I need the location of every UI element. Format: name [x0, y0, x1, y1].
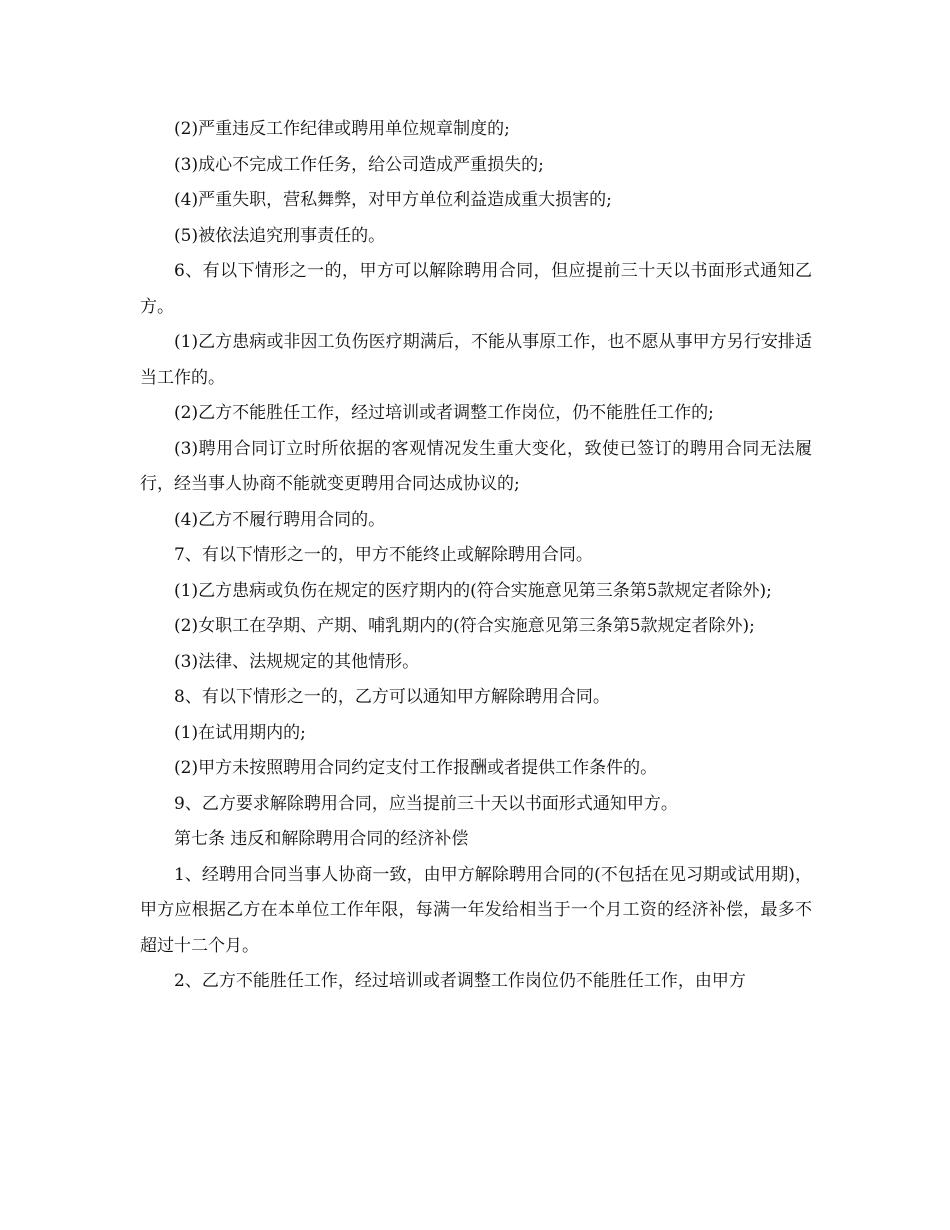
clause-paragraph: 8、有以下情形之一的，乙方可以通知甲方解除聘用合同。 [174, 687, 610, 707]
clause-paragraph: (1)在试用期内的; [174, 722, 306, 743]
clause-paragraph: (2)甲方未按照聘用合同约定支付工作报酬或者提供工作条件的。 [174, 758, 658, 778]
clause-paragraph: (3)法律、法规规定的其他情形。 [174, 651, 420, 672]
clause-paragraph: (2)严重违反工作纪律或聘用单位规章制度的; [174, 119, 510, 139]
clause-paragraph: (2)乙方不能胜任工作，经过培训或者调整工作岗位，仍不能胜任工作的; [174, 403, 714, 423]
clause-paragraph: (3)成心不完成工作任务，给公司造成严重损失的; [174, 154, 544, 175]
clause-paragraph: (4)乙方不履行聘用合同的。 [174, 509, 386, 530]
section-heading: 第七条 违反和解除聘用合同的经济补偿 [174, 829, 469, 849]
clause-paragraph: (1)乙方患病或非因工负伤医疗期满后，不能从事原工作，也不愿从事甲方另行安排适当工作的。 [140, 332, 812, 388]
clause-paragraph: (4)严重失职，营私舞弊，对甲方单位利益造成重大损害的; [174, 190, 612, 210]
clause-paragraph: 6、有以下情形之一的，甲方可以解除聘用合同，但应提前三十天以书面形式通知乙方。 [140, 261, 812, 317]
document-body [140, 112, 812, 1000]
clause-paragraph: (3)聘用合同订立时所依据的客观情况发生重大变化，致使已签订的聘用合同无法履行，经当事人协商不能就变更聘用合同达成协议的; [140, 438, 812, 494]
clause-paragraph: 9、乙方要求解除聘用合同，应当提前三十天以书面形式通知甲方。 [174, 793, 678, 814]
clause-paragraph: (2)女职工在孕期、产期、哺乳期内的(符合实施意见第三条第5款规定者除外); [174, 616, 755, 636]
clause-paragraph: (1)乙方患病或负伤在规定的医疗期内的(符合实施意见第三条第5款规定者除外); [174, 580, 772, 601]
clause-paragraph: 7、有以下情形之一的，甲方不能终止或解除聘用合同。 [174, 545, 593, 565]
clause-paragraph: (5)被依法追究刑事责任的。 [174, 225, 386, 246]
clause-paragraph: 2、乙方不能胜任工作，经过培训或者调整工作岗位仍不能胜任工作，由甲方 [174, 971, 746, 991]
clause-paragraph: 1、经聘用合同当事人协商一致，由甲方解除聘用合同的(不包括在见习期或试用期)，甲方应根据乙方在本单位工作年限，每满一年发给相当于一个月工资的经济补偿，最多不超过十二个月。 [140, 864, 812, 956]
